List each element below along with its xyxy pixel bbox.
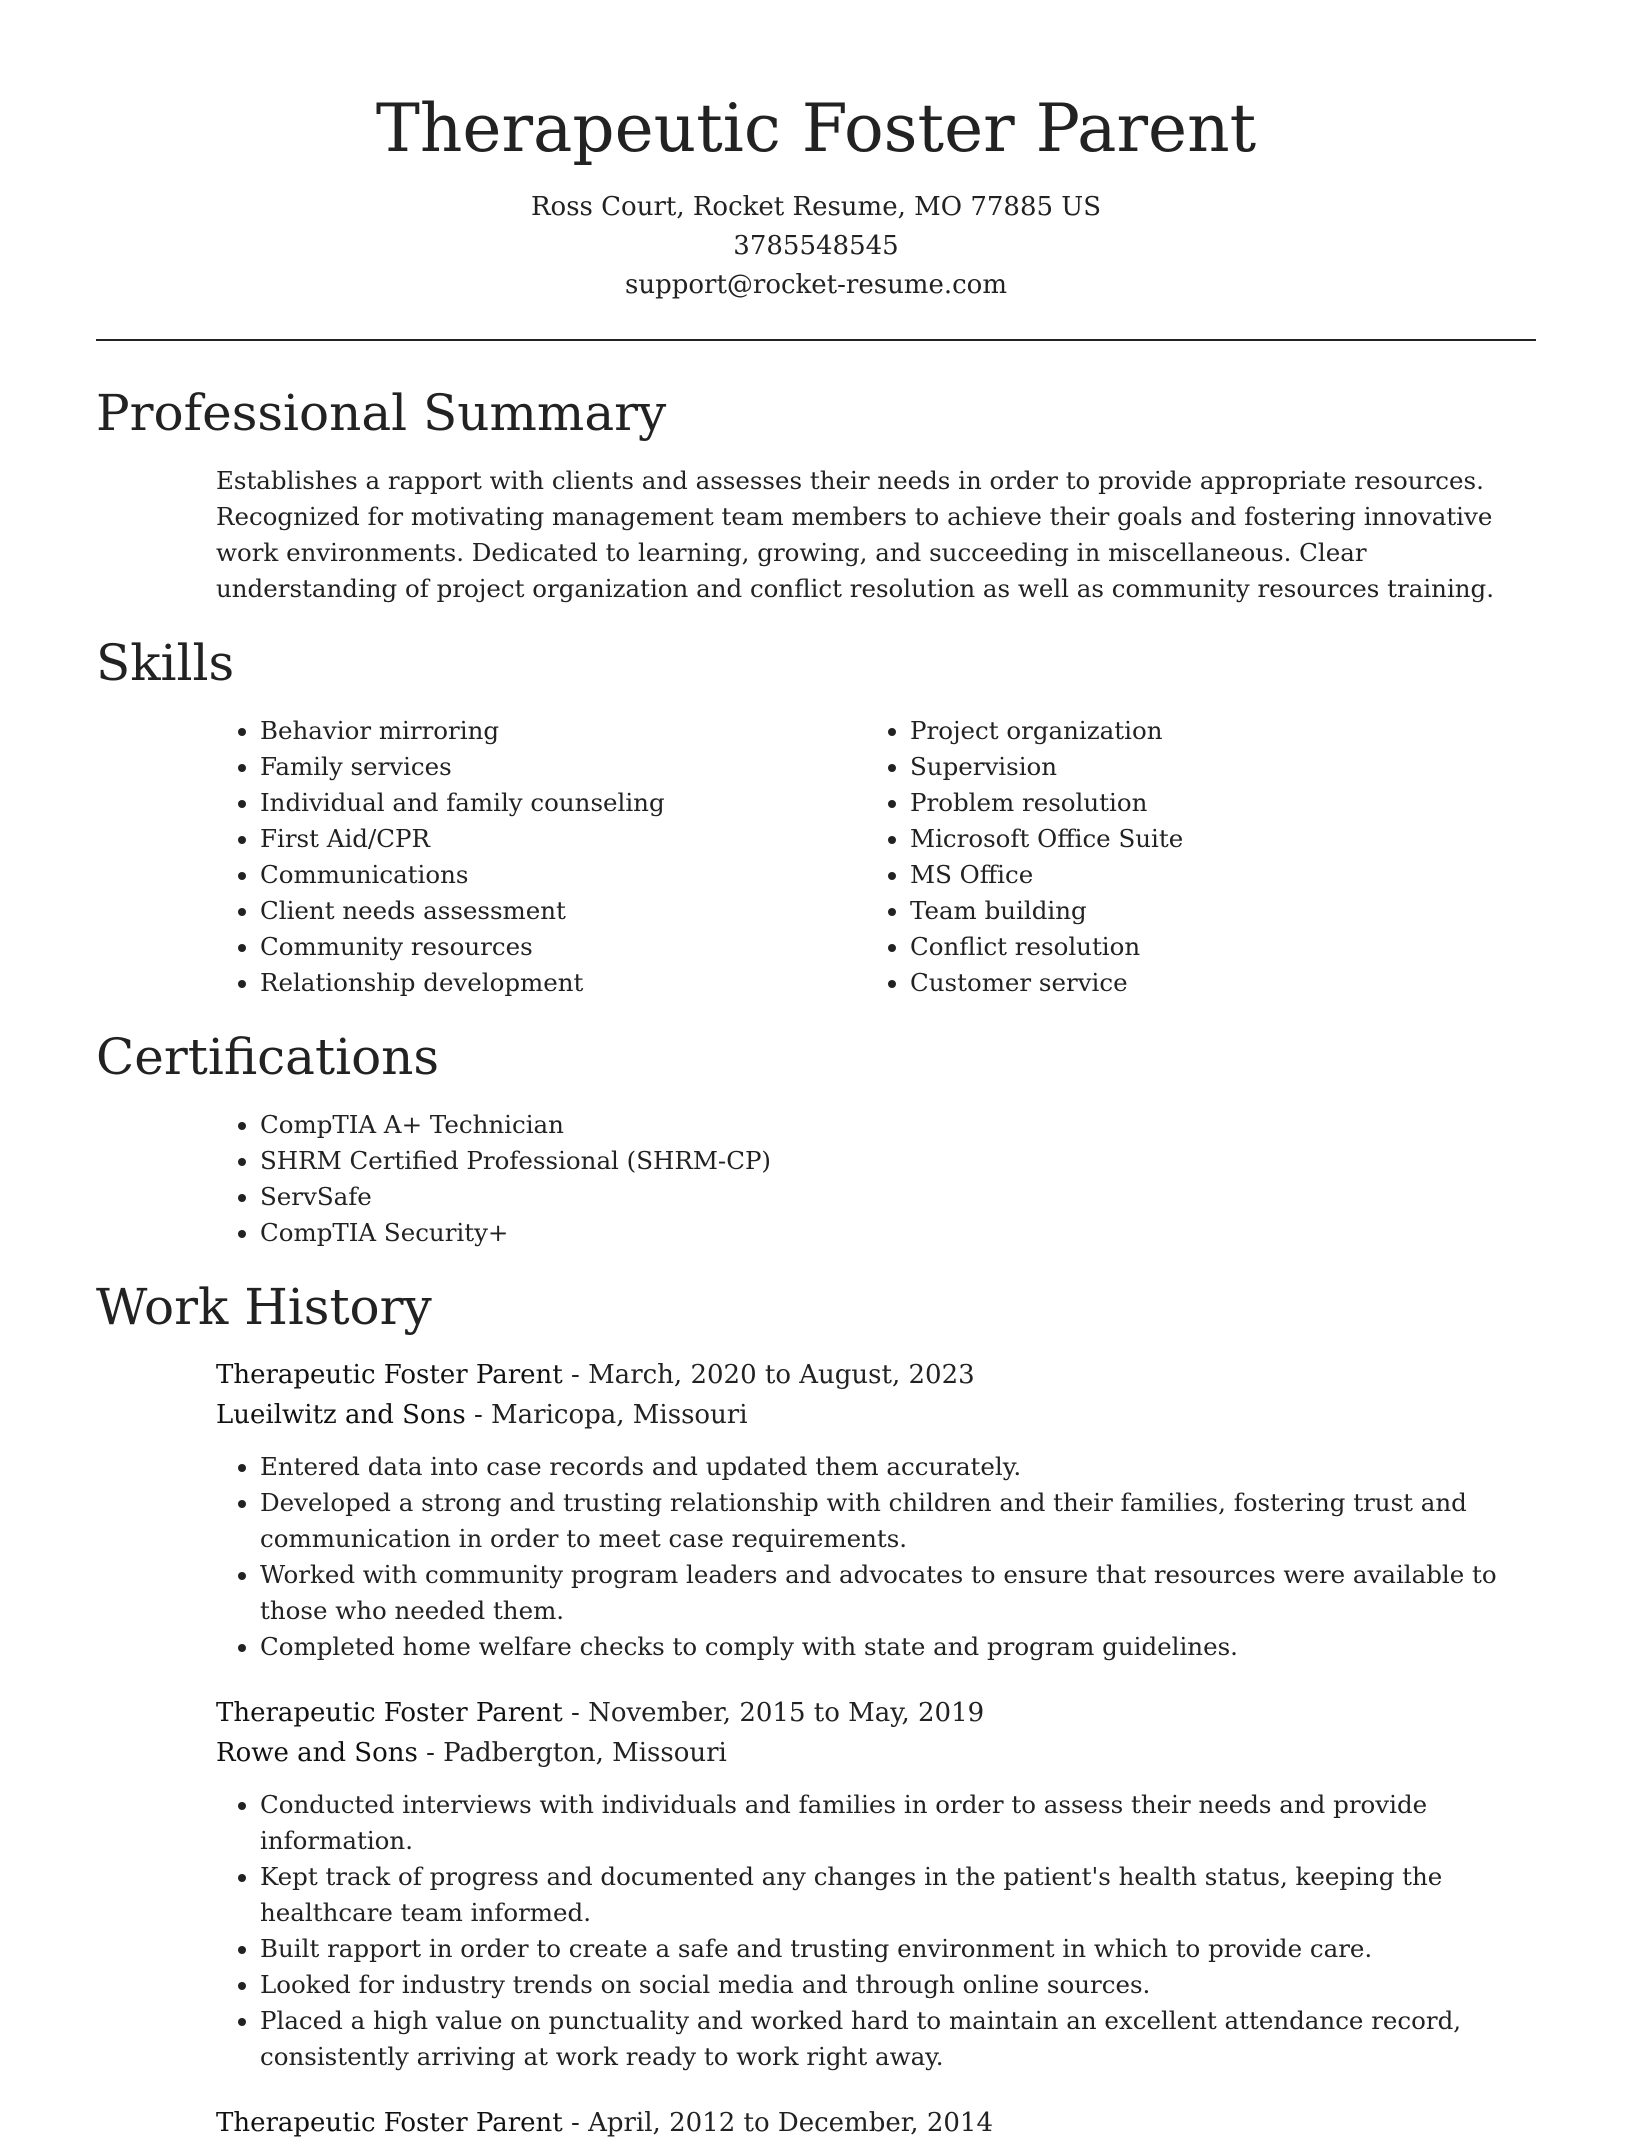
job-role: Therapeutic Foster Parent <box>216 1360 563 1390</box>
job-title-line <box>216 1693 1536 1733</box>
list-item: • CompTIA Security+ <box>260 1215 1536 1251</box>
job-location: - Maricopa, Missouri <box>465 1400 748 1430</box>
job-duties-list <box>216 1787 1536 2075</box>
job-title-line <box>216 2103 1536 2143</box>
list-item: • Individual and family counseling <box>260 785 866 821</box>
job-company-line <box>216 1395 1536 1435</box>
job-role: Therapeutic Foster Parent <box>216 1698 563 1728</box>
certifications-list <box>216 1107 1536 1251</box>
contact-phone: 3785548545 <box>733 231 899 261</box>
candidate-name: Therapeutic Foster Parent <box>375 90 1257 167</box>
resume-header <box>96 0 1536 305</box>
job-company: Rowe and Sons <box>216 1738 418 1768</box>
list-item: • Communications <box>260 857 866 893</box>
job-entry <box>216 2103 1536 2143</box>
work-history-body <box>96 1355 1536 2143</box>
list-item: • Team building <box>910 893 1516 929</box>
list-item: • Placed a high value on punctuality and worked hard to maintain an excellent attendance record, consistently arriving at work ready to work right away. <box>260 2003 1536 2075</box>
list-item: • Behavior mirroring <box>260 713 866 749</box>
summary-body <box>96 463 1536 607</box>
list-item: • Supervision <box>910 749 1516 785</box>
skills-list-left <box>216 713 866 1001</box>
job-company-line <box>216 1733 1536 1773</box>
skills-section <box>96 629 1536 1001</box>
list-item: • Entered data into case records and updated them accurately. <box>260 1449 1536 1485</box>
list-item: • Microsoft Office Suite <box>910 821 1516 857</box>
list-item: • Worked with community program leaders and advocates to ensure that resources were available to those who needed them. <box>260 1557 1536 1629</box>
list-item: • Looked for industry trends on social media and through online sources. <box>260 1967 1536 2003</box>
job-entry <box>216 1355 1536 1665</box>
skills-column-right <box>866 713 1516 1001</box>
list-item: • Family services <box>260 749 866 785</box>
job-entry <box>216 1693 1536 2075</box>
list-item: • Relationship development <box>260 965 866 1001</box>
job-title-line <box>216 1355 1536 1395</box>
job-location: - Padbergton, Missouri <box>417 1738 727 1768</box>
job-duties-list <box>216 1449 1536 1665</box>
header-divider <box>96 339 1536 341</box>
job-company: Lueilwitz and Sons <box>216 1400 466 1430</box>
contact-block <box>96 188 1536 305</box>
list-item: • Developed a strong and trusting relationship with children and their families, fostering trust and communication in order to meet case requirements. <box>260 1485 1536 1557</box>
summary-title: Professional Summary <box>96 384 667 442</box>
contact-address: Ross Court, Rocket Resume, MO 77885 US <box>530 192 1102 222</box>
list-item: • Community resources <box>260 929 866 965</box>
list-item: • Conflict resolution <box>910 929 1516 965</box>
list-item: • ServSafe <box>260 1179 1536 1215</box>
list-item: • Project organization <box>910 713 1516 749</box>
list-item: • Problem resolution <box>910 785 1516 821</box>
certifications-section <box>96 1023 1536 1251</box>
job-role: Therapeutic Foster Parent <box>216 2108 563 2138</box>
list-item: • Customer service <box>910 965 1516 1001</box>
job-dates: - March, 2020 to August, 2023 <box>562 1360 975 1390</box>
certifications-body <box>96 1107 1536 1251</box>
list-item: • Built rapport in order to create a safe and trusting environment in which to provide care. <box>260 1931 1536 1967</box>
contact-email: support@rocket-resume.com <box>624 270 1007 300</box>
skills-column-left <box>216 713 866 1001</box>
list-item: • MS Office <box>910 857 1516 893</box>
summary-text: Establishes a rapport with clients and assesses their needs in order to provide appropriate resources. Recognized for motivating management team members to achieve their goals and fostering innovative work environments. Dedicated to learning, growing, and succeeding in miscellaneous. Clear understanding of project organization and conflict resolution as well as community resources training. <box>216 466 1495 603</box>
list-item: • Client needs assessment <box>260 893 866 929</box>
job-dates: - April, 2012 to December, 2014 <box>562 2108 994 2138</box>
work-history-title: Work History <box>96 1278 432 1336</box>
list-item: • First Aid/CPR <box>260 821 866 857</box>
list-item: • CompTIA A+ Technician <box>260 1107 1536 1143</box>
list-item: • Completed home welfare checks to comply with state and program guidelines. <box>260 1629 1536 1665</box>
list-item: • SHRM Certified Professional (SHRM-CP) <box>260 1143 1536 1179</box>
list-item: • Conducted interviews with individuals and families in order to assess their needs and provide information. <box>260 1787 1536 1859</box>
skills-title: Skills <box>96 634 235 692</box>
work-history-section <box>96 1273 1536 2143</box>
skills-grid <box>96 713 1536 1001</box>
job-dates: - November, 2015 to May, 2019 <box>562 1698 985 1728</box>
skills-list-right <box>866 713 1516 1001</box>
list-item: • Kept track of progress and documented any changes in the patient's health status, keeping the healthcare team informed. <box>260 1859 1536 1931</box>
summary-section <box>96 379 1536 607</box>
certifications-title: Certifications <box>96 1028 440 1086</box>
